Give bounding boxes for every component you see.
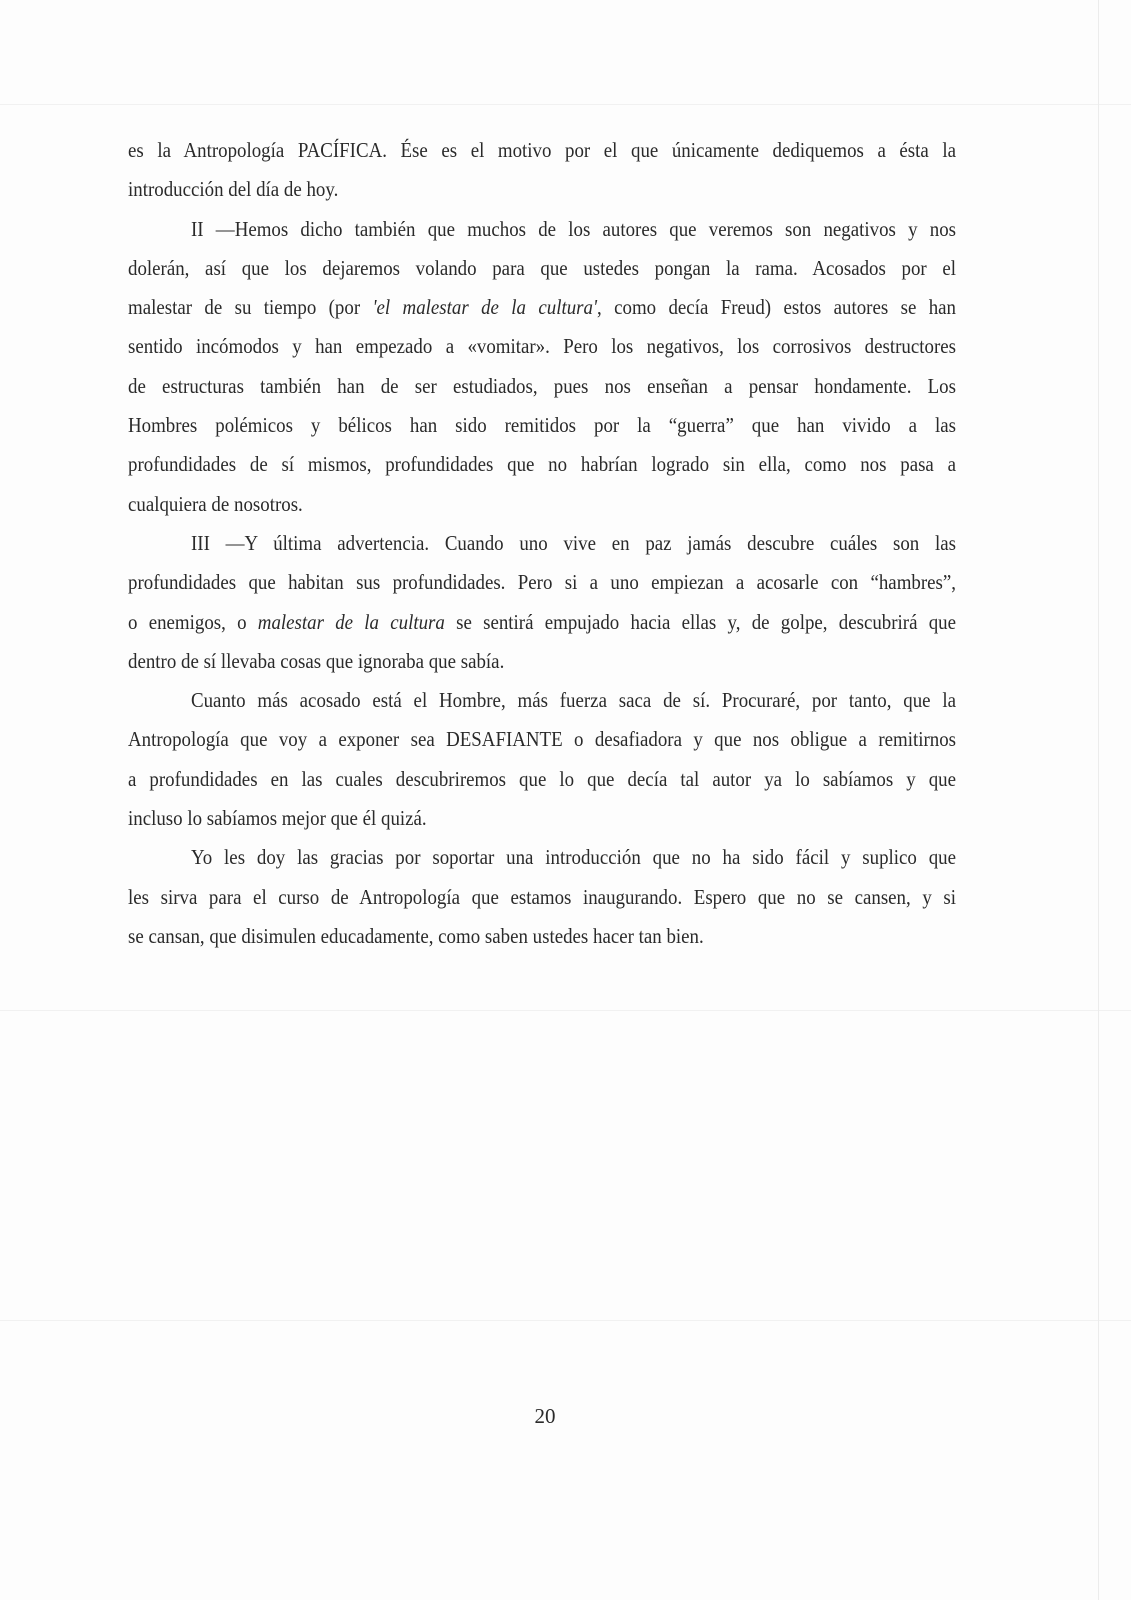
page-number: 20 <box>534 1404 556 1428</box>
text-span: se sentirá empujado hacia ellas y, de golpe, descubrirá que <box>444 609 957 634</box>
text-line: incluso lo sabíamos mejor que él quizá. <box>128 806 427 831</box>
text-line: profundidades que habitan sus profundidades. Pero si a uno empiezan a acosarle con “hambres”, <box>128 570 956 595</box>
text-line: Hombres polémicos y bélicos han sido remitidos por la “guerra” que han vivido a las <box>128 413 956 438</box>
text-line <box>128 293 956 332</box>
scan-artifact <box>0 1320 1131 1321</box>
text-span: malestar de su tiempo (por <box>128 295 373 320</box>
paragraph-start-iii: III —Y última advertencia. Cuando uno vive en paz jamás descubre cuáles son las <box>191 530 956 555</box>
text-line: Antropología que voy a exponer sea DESAFIANTE o desafiadora y que nos obligue a remitirnos <box>128 727 956 752</box>
text-line: dolerán, así que los dejaremos volando para que ustedes pongan la rama. Acosados por el <box>128 255 956 280</box>
italic-phrase: malestar de la cultura <box>257 609 445 634</box>
text-line: se cansan, que disimulen educadamente, como saben ustedes hacer tan bien. <box>128 923 704 948</box>
text-line: es la Antropología PACÍFICA. Ése es el motivo por el que únicamente dediquemos a ésta la <box>128 138 956 162</box>
text-line: les sirva para el curso de Antropología que estamos inaugurando. Espero que no se cansen, y si <box>128 884 956 909</box>
scan-artifact <box>0 1010 1131 1011</box>
text-line: sentido incómodos y han empezado a «vomitar». Pero los negativos, los corrosivos destructores <box>128 334 956 359</box>
text-span: , como decía Freud) estos autores se han <box>597 295 956 320</box>
body-text <box>128 136 956 961</box>
italic-quote: 'el malestar de la cultura' <box>372 295 598 320</box>
text-line: a profundidades en las cuales descubriremos que lo que decía tal autor ya lo sabíamos y que <box>128 766 956 791</box>
text-span: o enemigos, o <box>128 609 258 634</box>
text-line: dentro de sí llevaba cosas que ignoraba que sabía. <box>128 648 505 673</box>
paragraph-start-ii: II —Hemos dicho también que muchos de los autores que veremos son negativos y nos <box>191 216 956 241</box>
text-line: cualquiera de nosotros. <box>128 491 303 516</box>
text-line: profundidades de sí mismos, profundidades que no habrían logrado sin ella, como nos pasa a <box>128 452 956 477</box>
scan-artifact <box>0 104 1131 105</box>
text-line: introducción del día de hoy. <box>128 177 339 202</box>
paragraph-start: Yo les doy las gracias por soportar una introducción que no ha sido fácil y suplico que <box>191 845 956 870</box>
text-line: de estructuras también han de ser estudiados, pues nos enseñan a pensar hondamente. Los <box>128 373 956 398</box>
paragraph-start: Cuanto más acosado está el Hombre, más fuerza saca de sí. Procuraré, por tanto, que la <box>191 688 956 713</box>
text-line <box>128 608 956 647</box>
page-edge <box>1098 0 1099 1600</box>
